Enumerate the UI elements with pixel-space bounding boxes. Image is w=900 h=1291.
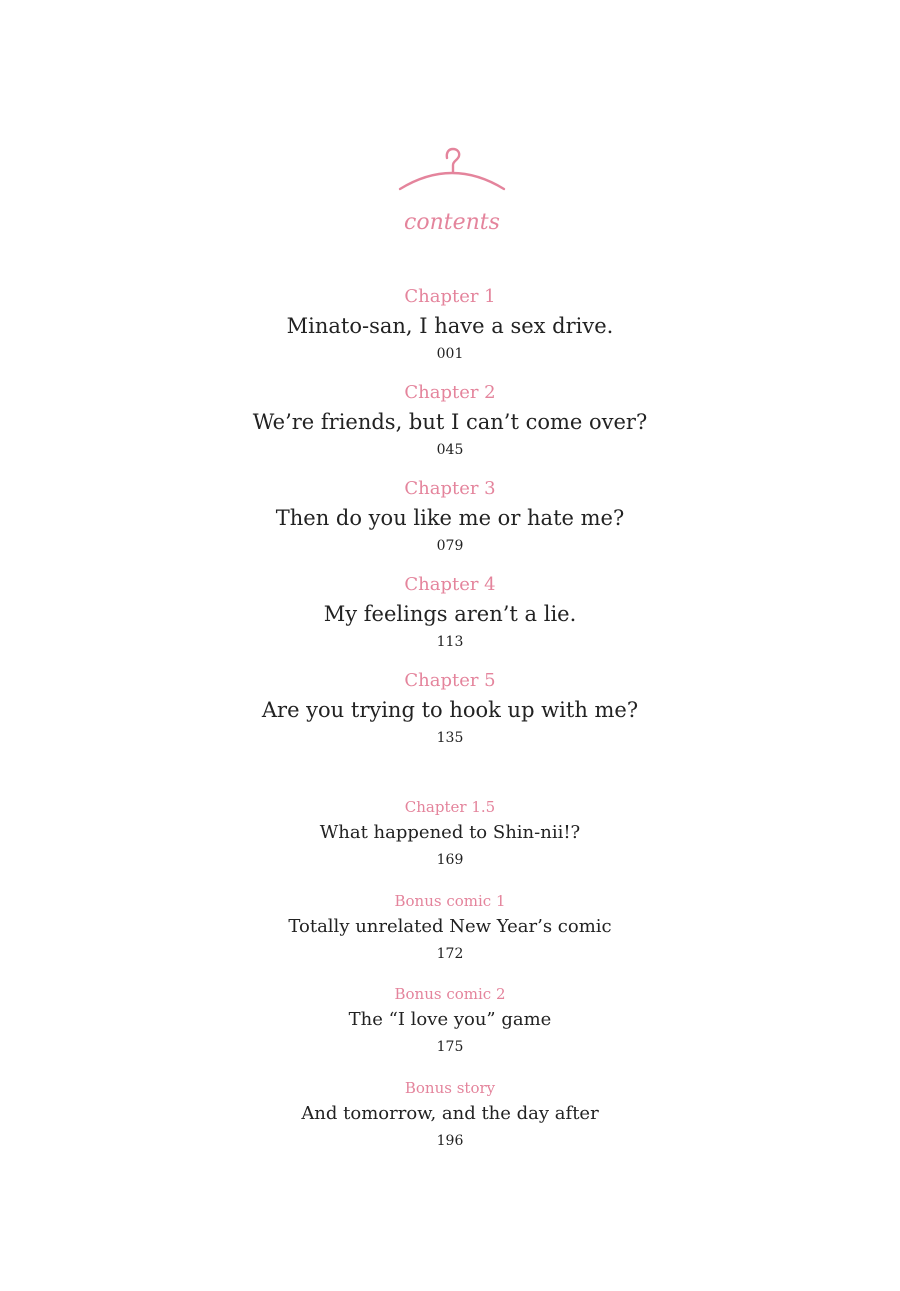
chapter-label: Chapter 4 [404, 574, 496, 595]
extra-label: Bonus story [404, 1078, 496, 1097]
toc-entry-chapter-1[interactable] [0, 283, 900, 379]
page-number: 196 [436, 1132, 464, 1149]
extra-label: Chapter 1.5 [404, 798, 496, 816]
page-number: 135 [436, 730, 464, 746]
extra-label: Bonus comic 2 [394, 985, 506, 1003]
extra-title: The “I love you” game [348, 1009, 552, 1030]
chapter-title: Minato-san, I have a sex drive. [286, 314, 614, 338]
extra-title: Totally unrelated New Year’s comic [288, 915, 612, 937]
toc-entry-chapter-3[interactable] [0, 475, 900, 571]
chapter-label: Chapter 3 [404, 478, 496, 499]
toc-entry-bonus-comic-1[interactable] [0, 889, 900, 983]
page-number: 045 [436, 442, 464, 458]
toc-entry-chapter-4[interactable] [0, 571, 900, 667]
page-number: 169 [436, 852, 464, 868]
page-number: 172 [436, 945, 464, 962]
contents-heading: contents [404, 210, 500, 235]
chapter-title: We’re friends, but I can’t come over? [252, 410, 648, 434]
chapter-label: Chapter 1 [404, 286, 496, 307]
extras-list [0, 795, 900, 1169]
chapter-label: Chapter 5 [404, 670, 496, 691]
toc-entry-bonus-comic-2[interactable] [0, 982, 900, 1076]
chapter-label: Chapter 2 [404, 382, 496, 403]
extra-title: What happened to Shin-nii!? [319, 822, 581, 843]
extra-title: And tomorrow, and the day after [301, 1102, 599, 1124]
page-number: 175 [436, 1039, 464, 1055]
page-number: 001 [436, 346, 464, 362]
toc-entry-chapter-2[interactable] [0, 379, 900, 475]
hanger-icon [400, 149, 504, 189]
chapter-list [0, 283, 900, 763]
toc-entry-chapter-5[interactable] [0, 667, 900, 763]
extra-label: Bonus comic 1 [394, 891, 506, 910]
chapter-title: Then do you like me or hate me? [275, 506, 625, 530]
page-number: 079 [436, 538, 464, 554]
toc-entry-bonus-story[interactable] [0, 1076, 900, 1170]
chapter-title: Are you trying to hook up with me? [261, 698, 639, 722]
chapter-title: My feelings aren’t a lie. [323, 602, 577, 626]
toc-entry-chapter-1-5[interactable] [0, 795, 900, 889]
contents-header [390, 140, 514, 250]
page-number: 113 [436, 634, 464, 650]
